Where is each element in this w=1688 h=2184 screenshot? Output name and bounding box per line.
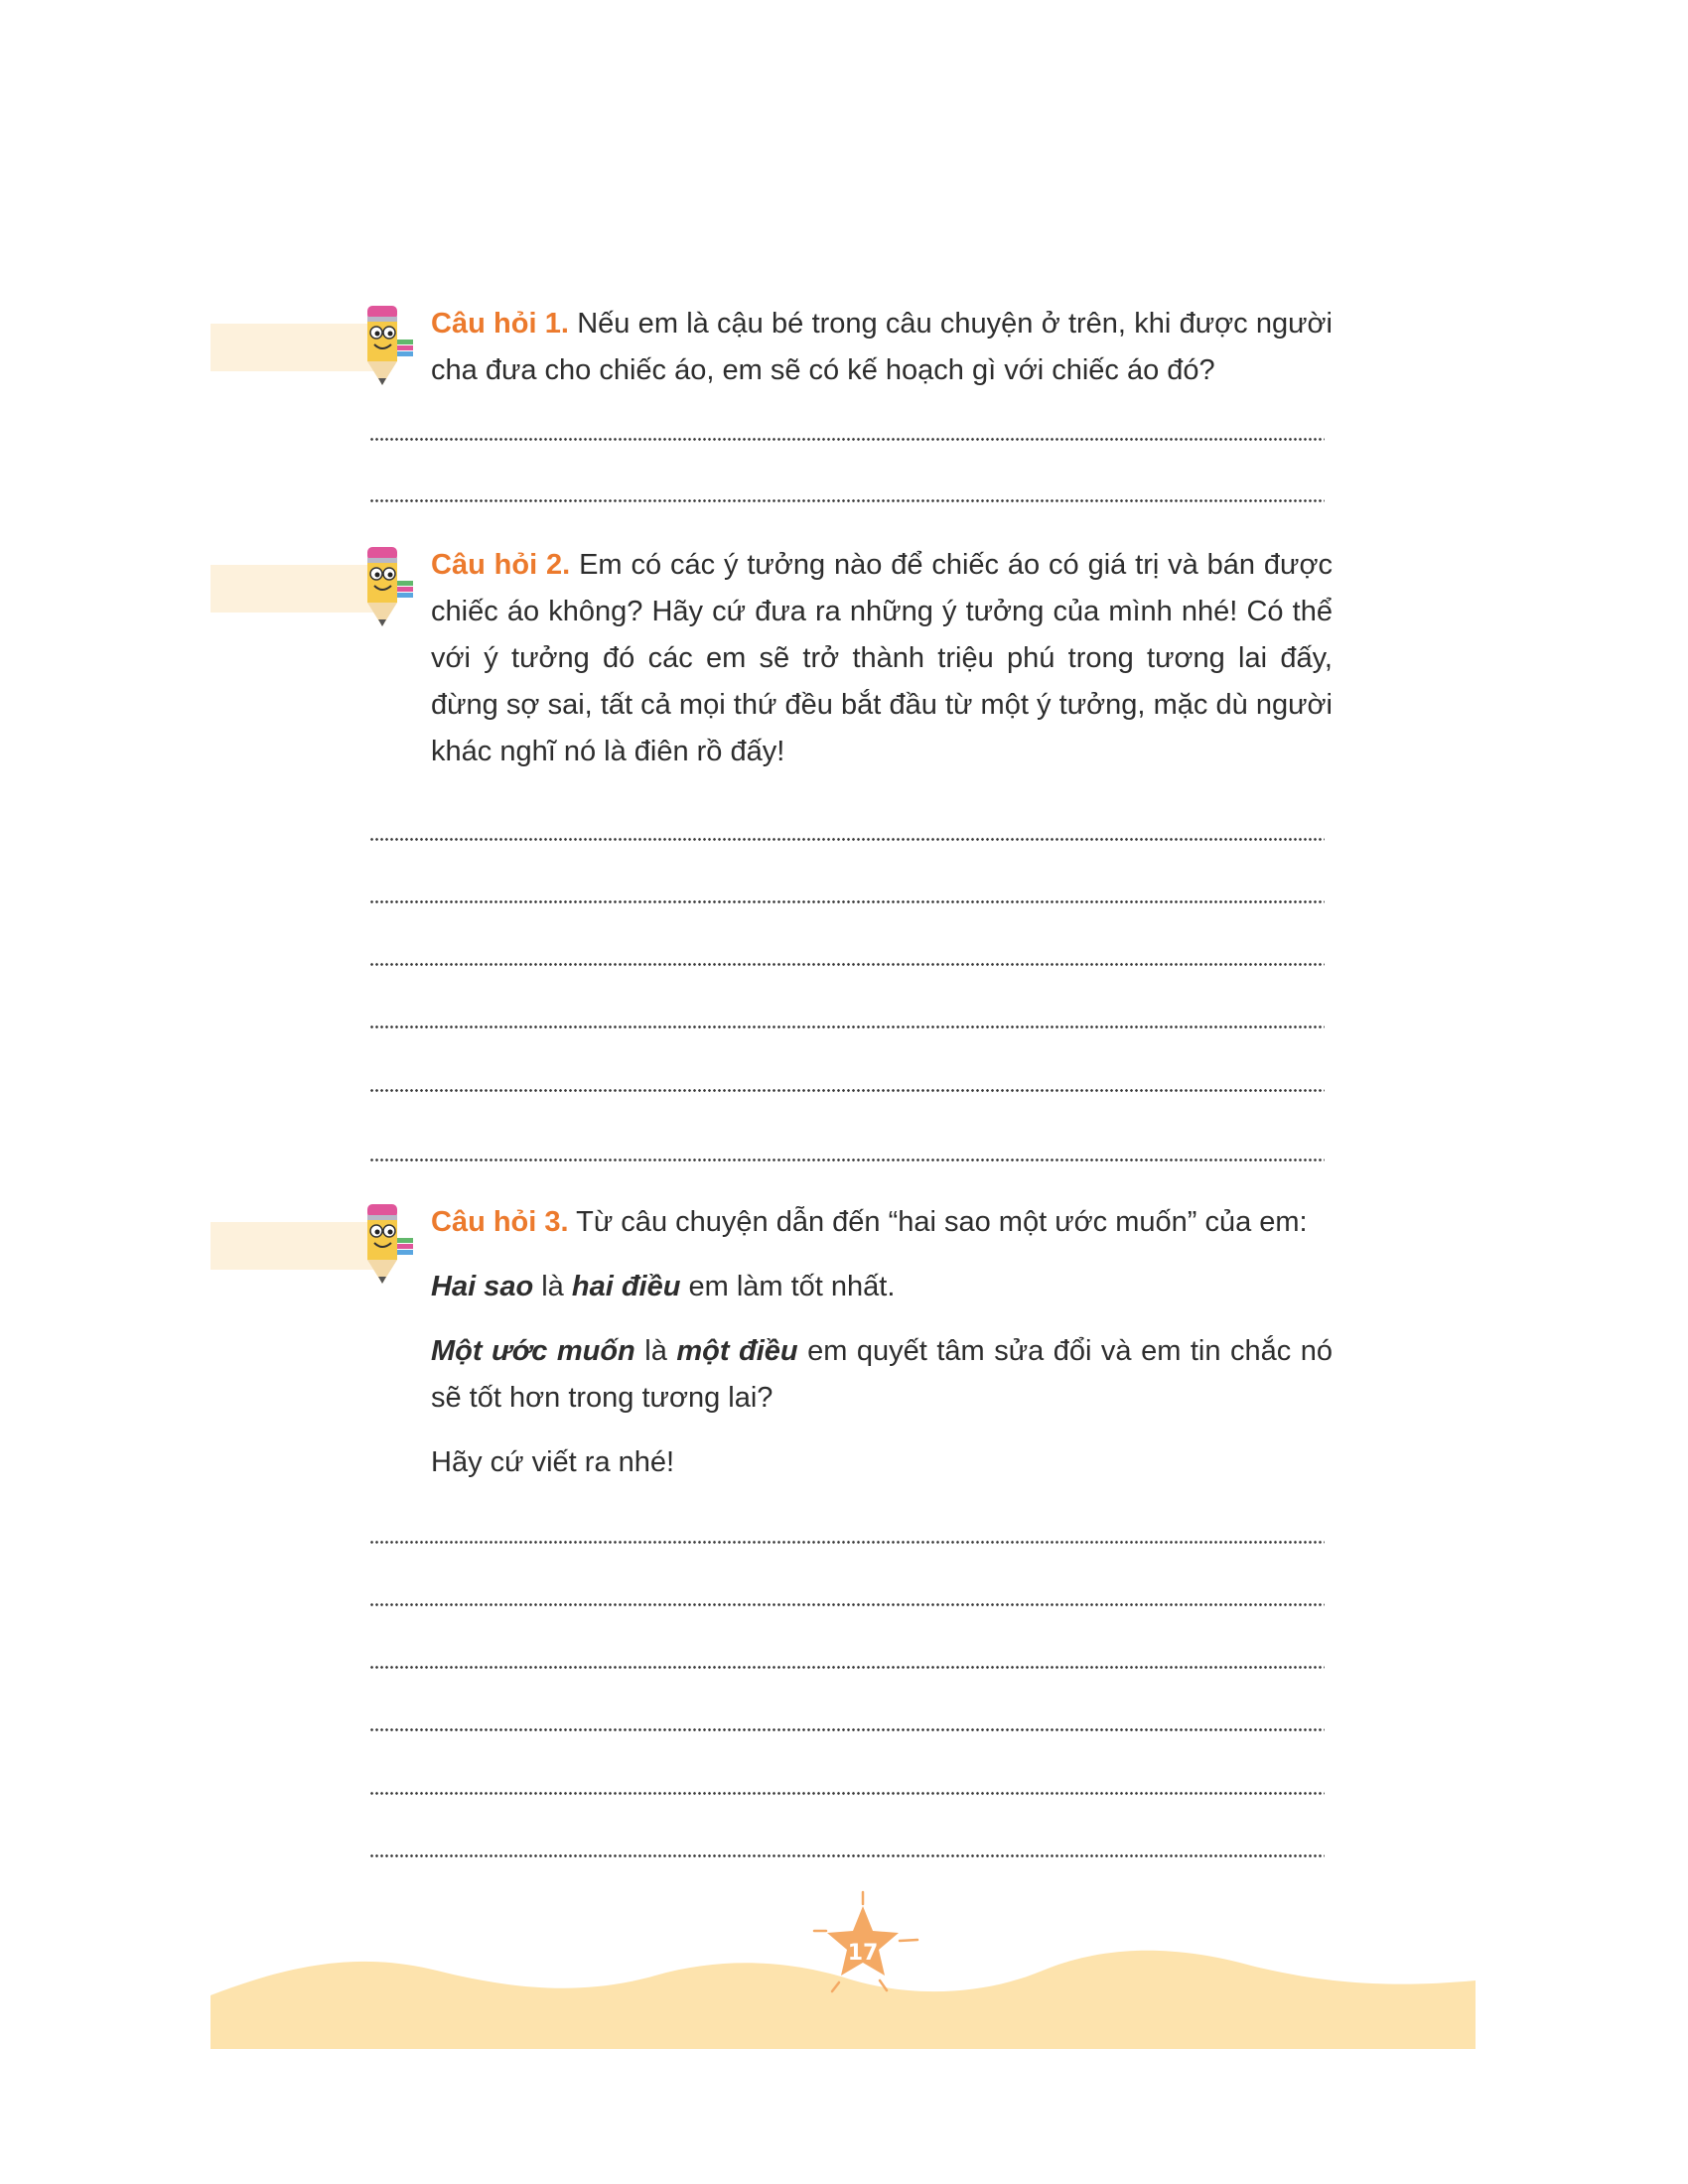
question-3-line-2-part: là: [533, 1271, 572, 1302]
question-3-line-3-part: là: [634, 1335, 677, 1367]
hai-dieu-emphasis: hai điều: [571, 1271, 681, 1302]
question-2-label: Câu hỏi 2.: [431, 549, 571, 581]
page-number: 17: [847, 1941, 879, 1966]
mot-dieu-emphasis: một điều: [676, 1335, 798, 1367]
question-3-line-3-part: em quyết tâm sửa đổi và em tin chắc nó sẽ tốt hơn trong tương lai?: [431, 1335, 1333, 1414]
mot-uoc-muon-emphasis: Một ước muốn: [431, 1335, 635, 1367]
question-3-line-2-part: em làm tốt nhất.: [680, 1271, 896, 1302]
hai-sao-emphasis: Hai sao: [431, 1271, 534, 1302]
question-1-text: Nếu em là cậu bé trong câu chuyện ở trên, khi được người cha đưa cho chiếc áo, em sẽ có kế hoạch gì với chiếc áo đó?: [431, 308, 1334, 386]
question-3-line-4: Hãy cứ viết ra nhé!: [431, 1446, 675, 1478]
question-2-text: Em có các ý tưởng nào để chiếc áo có giá trị và bán được chiếc áo không? Hãy cứ đưa ra những ý tưởng của mình nhé! Có thể với ý tưởng đó các em sẽ trở thành triệu phú trong tương lai đấy, đừng sợ sai, tất cả mọi thứ đều bắt đầu từ một ý tưởng, mặc dù người khác nghĩ nó là điên rồ đấy!: [431, 549, 1333, 767]
question-1-label: Câu hỏi 1.: [431, 308, 569, 340]
question-3-label: Câu hỏi 3.: [431, 1206, 569, 1238]
question-3-text: Từ câu chuyện dẫn đến “hai sao một ước muốn” của em:: [576, 1206, 1308, 1238]
